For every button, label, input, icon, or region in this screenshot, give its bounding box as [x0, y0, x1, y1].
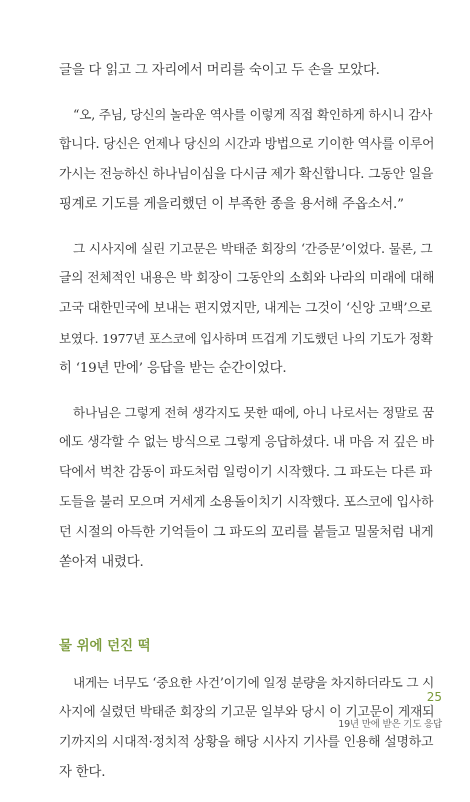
paragraph-1 [59, 56, 434, 86]
paragraph-3 [59, 234, 434, 384]
text-line: 내게는 너무도 ‘중요한 사건’이기에 일정 분량을 차지하더라도 그 시 [73, 675, 435, 690]
text-line: 닥에서 벅찬 감동이 파도처럼 일렁이기 시작했다. 그 파도는 다른 파 [59, 465, 432, 480]
text-line: 기까지의 시대적·정치적 상황을 해당 시사지 기사를 인용해 설명하고 [59, 735, 434, 750]
text-line: 고국 대한민국에 보내는 편지였지만, 내게는 그것이 ‘신앙 고백’으로 [59, 301, 432, 316]
text-line: “오, 주님, 당신의 놀라운 역사를 이렇게 직접 확인하게 하시니 감사 [73, 107, 433, 122]
text-line: 던 시절의 아득한 기억들이 그 파도의 꼬리를 붙들고 밀물처럼 내게 [59, 525, 434, 540]
text-line: 도들을 불러 모으며 거세게 소용돌이치기 시작했다. 포스코에 입사하 [59, 495, 434, 510]
text-line: 쏟아져 내렸다. [59, 555, 144, 570]
paragraph-2 [59, 100, 434, 220]
paragraph-4 [59, 398, 434, 578]
text-line: 에도 생각할 수 없는 방식으로 그렇게 응답하셨다. 내 마음 저 깊은 바 [59, 435, 434, 450]
text-line: 하나님은 그렇게 전혀 생각지도 못한 때에, 아니 나로서는 정말로 꿈 [73, 405, 435, 420]
section-heading: 물 위에 던진 떡 [59, 639, 151, 654]
text-line: 사지에 실렸던 박태준 회장의 기고문 일부와 당시 이 기고문이 게재되 [59, 705, 435, 720]
page-body [59, 56, 434, 802]
text-line: 그 시사지에 실린 기고문은 박태준 회장의 ‘간증문’이었다. 물론, 그 [73, 241, 433, 256]
text-line: 보였다. 1977년 포스코에 입사하며 뜨겁게 기도했던 나의 기도가 정확 [59, 331, 433, 346]
text-line: 핑계로 기도를 게을리했던 이 부족한 종을 용서해 주옵소서.” [59, 197, 404, 212]
text-line: 히 ‘19년 만에’ 응답을 받는 순간이었다. [59, 361, 287, 376]
page-number: 25 [426, 690, 442, 704]
text-line: 합니다. 당신은 언제나 당신의 시간과 방법으로 기이한 역사를 이루어 [59, 137, 435, 152]
running-head: 19년 만에 받은 기도 응답 [338, 719, 442, 730]
text-line: 글을 다 읽고 그 자리에서 머리를 숙이고 두 손을 모았다. [59, 63, 380, 78]
section-spacer [59, 592, 434, 632]
text-line: 자 한다. [59, 765, 106, 780]
text-line: 가시는 전능하신 하나님이심을 다시금 제가 확신합니다. 그동안 일을 [59, 167, 434, 182]
text-line: 글의 전체적인 내용은 박 회장이 그동안의 소회와 나라의 미래에 대해 [59, 271, 435, 286]
